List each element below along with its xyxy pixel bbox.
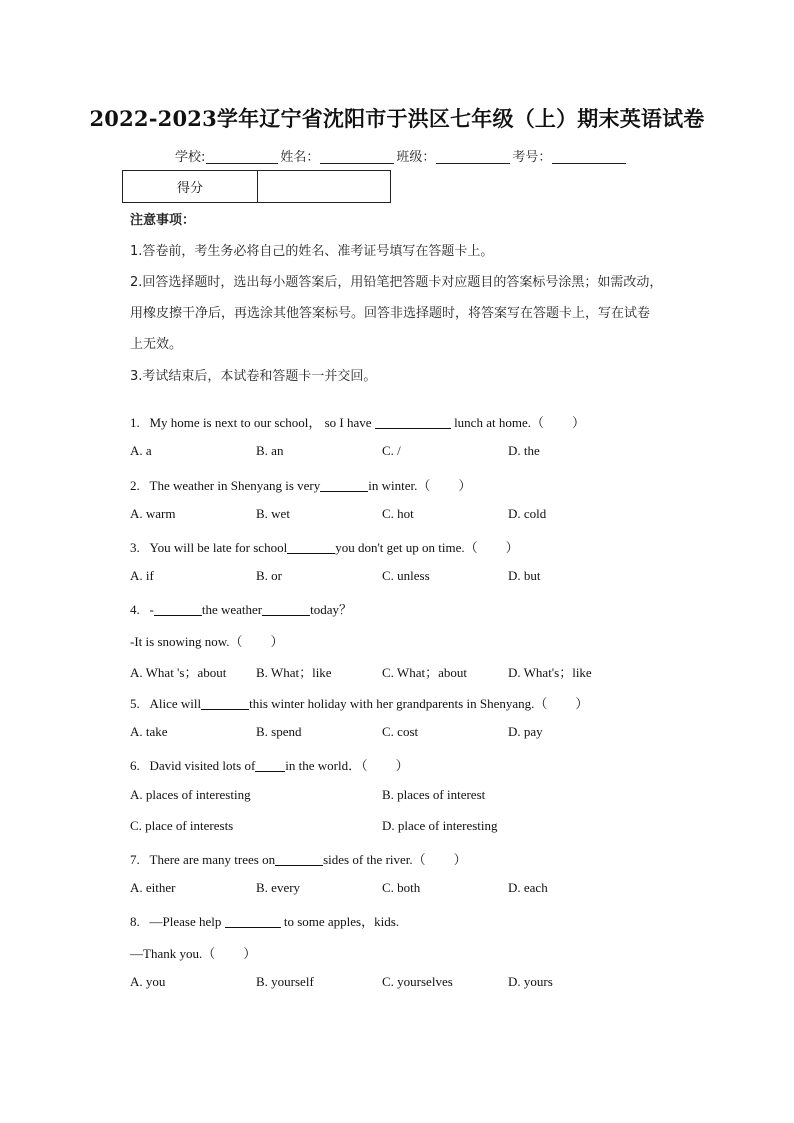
answer-blank[interactable]: [225, 915, 281, 928]
answer-blank[interactable]: [375, 416, 451, 429]
question-text: today？: [310, 602, 353, 617]
answer-blank[interactable]: [320, 479, 368, 492]
option-d[interactable]: D. cold: [508, 506, 547, 521]
notice-item-3: 3.考试结束后，本试卷和答题卡一并交回。: [130, 369, 377, 384]
option-d[interactable]: D. pay: [508, 724, 543, 739]
question-8-reply: [130, 943, 256, 962]
question-number: 3.: [130, 540, 140, 555]
answer-blank[interactable]: [255, 759, 285, 772]
question-number: 5.: [130, 696, 140, 711]
option-b[interactable]: B. an: [256, 443, 284, 458]
option-b[interactable]: B. spend: [256, 724, 302, 739]
question-5: [130, 693, 588, 712]
question-8: [130, 911, 399, 930]
option-a[interactable]: A. you: [130, 974, 166, 989]
paren-close: ）: [505, 540, 519, 555]
score-label: 得分: [123, 171, 258, 202]
question-text: -: [149, 602, 154, 617]
question-number: 7.: [130, 852, 140, 867]
exam-title: 2022-2023学年辽宁省沈阳市于洪区七年级（上）期末英语试卷: [89, 106, 705, 131]
option-a[interactable]: A. warm: [130, 506, 176, 521]
answer-blank[interactable]: [262, 603, 310, 616]
option-a[interactable]: A. either: [130, 880, 176, 895]
answer-blank[interactable]: [275, 853, 323, 866]
option-c[interactable]: C. yourselves: [382, 974, 453, 989]
question-4-reply: [130, 631, 284, 650]
paren-close: ）: [575, 696, 589, 711]
option-d[interactable]: D. place of interesting: [382, 818, 498, 833]
option-d[interactable]: D. each: [508, 880, 548, 895]
notice-item-1: 1.答卷前，考生务必将自己的姓名、准考证号填写在答题卡上。: [130, 244, 494, 259]
question-text: David visited lots of: [149, 758, 256, 773]
name-label: 姓名：: [280, 150, 320, 165]
question-2: [130, 475, 471, 494]
option-d[interactable]: D. the: [508, 443, 540, 458]
question-text: in winter.（: [368, 478, 431, 493]
question-number: 6.: [130, 758, 140, 773]
number-label: 考号：: [512, 150, 552, 165]
option-d[interactable]: D. What's；like: [508, 665, 592, 680]
option-c[interactable]: C. hot: [382, 506, 414, 521]
question-text: in the world．（: [285, 758, 368, 773]
question-number: 8.: [130, 914, 140, 929]
option-a[interactable]: A. if: [130, 568, 154, 583]
option-b[interactable]: B. or: [256, 568, 282, 583]
question-text: you don't get up on time.（: [335, 540, 478, 555]
answer-blank[interactable]: [287, 541, 335, 554]
question-7: [130, 849, 467, 868]
question-text: There are many trees on: [149, 852, 276, 867]
question-number: 2.: [130, 478, 140, 493]
question-1: [130, 412, 585, 431]
paren-close: ）: [270, 634, 284, 649]
paren-close: ）: [458, 478, 472, 493]
class-label: 班级：: [396, 150, 436, 165]
option-c[interactable]: C. place of interests: [130, 818, 234, 833]
student-info-row: [175, 146, 628, 165]
question-text: sides of the river.（: [323, 852, 426, 867]
score-box: [122, 170, 391, 203]
question-text: You will be late for school: [149, 540, 288, 555]
notice-item-2c: 上无效。: [130, 337, 183, 352]
notice-item-2a: 2.回答选择题时，选出每小题答案后，用铅笔把答题卡对应题目的答案标号涂黑；如需改动，: [130, 275, 663, 290]
option-c[interactable]: C. cost: [382, 724, 419, 739]
option-b[interactable]: B. yourself: [256, 974, 314, 989]
paren-close: ）: [243, 946, 257, 961]
question-text: the weather: [201, 602, 263, 617]
paren-close: ）: [395, 758, 409, 773]
paren-close: ）: [571, 415, 585, 430]
option-c[interactable]: C. /: [382, 443, 401, 458]
question-number: 4.: [130, 602, 140, 617]
question-3: [130, 537, 519, 556]
school-blank[interactable]: [206, 149, 278, 164]
question-text: lunch at home.（: [454, 415, 544, 430]
notice-heading: 注意事项：: [130, 213, 196, 228]
option-b[interactable]: B. every: [256, 880, 301, 895]
school-label: 学校:: [175, 150, 206, 165]
question-4: [130, 599, 352, 618]
option-c[interactable]: C. unless: [382, 568, 430, 583]
option-b[interactable]: B. What；like: [256, 665, 332, 680]
answer-blank[interactable]: [201, 697, 249, 710]
option-b[interactable]: B. places of interest: [382, 787, 486, 802]
answer-blank[interactable]: [154, 603, 202, 616]
option-a[interactable]: A. places of interesting: [130, 787, 251, 802]
option-c[interactable]: C. both: [382, 880, 421, 895]
option-a[interactable]: A. a: [130, 443, 152, 458]
question-text: this winter holiday with her grandparents in Shenyang.（: [249, 696, 548, 711]
question-text: My home is next to our school， so I have: [149, 415, 372, 430]
option-d[interactable]: D. yours: [508, 974, 553, 989]
question-text: —Thank you.（: [130, 946, 216, 961]
option-a[interactable]: A. What 's；about: [130, 665, 227, 680]
name-blank[interactable]: [320, 149, 394, 164]
option-c[interactable]: C. What；about: [382, 665, 467, 680]
question-text: The weather in Shenyang is very: [149, 478, 321, 493]
number-blank[interactable]: [552, 149, 626, 164]
question-text: to some apples，kids.: [283, 914, 400, 929]
class-blank[interactable]: [436, 149, 510, 164]
question-text: -It is snowing now.（: [130, 634, 243, 649]
question-number: 1.: [130, 415, 140, 430]
question-6: [130, 755, 409, 774]
score-field[interactable]: [258, 171, 390, 202]
question-text: —Please help: [149, 914, 222, 929]
notice-item-2b: 用橡皮擦干净后，再选涂其他答案标号。回答非选择题时，将答案写在答题卡上，写在试卷: [130, 306, 651, 321]
option-d[interactable]: D. but: [508, 568, 541, 583]
option-a[interactable]: A. take: [130, 724, 168, 739]
paren-close: ）: [453, 852, 467, 867]
question-text: Alice will: [149, 696, 202, 711]
option-b[interactable]: B. wet: [256, 506, 290, 521]
